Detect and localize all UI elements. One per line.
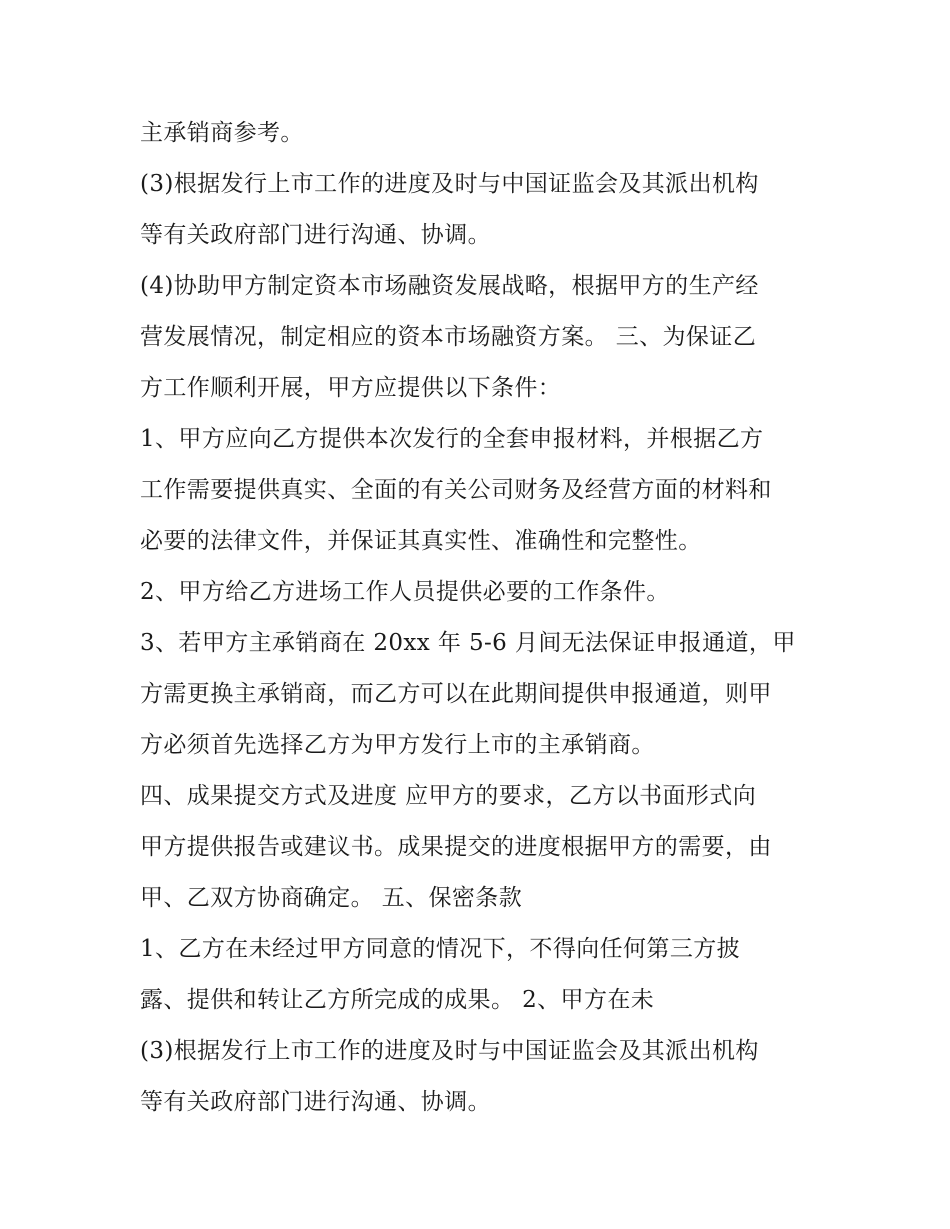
text-line: 必要的法律文件，并保证其真实性、准确性和完整性。 bbox=[140, 528, 702, 554]
text-line: 甲、乙双方协商确定。 五、保密条款 bbox=[140, 885, 523, 911]
document-body bbox=[140, 108, 830, 1128]
text-line: 露、提供和转让乙方所完成的成果。 2、甲方在未 bbox=[140, 987, 655, 1013]
text-line: 方必须首先选择乙方为甲方发行上市的主承销商。 bbox=[140, 732, 655, 758]
text-line: 等有关政府部门进行沟通、协调。 bbox=[140, 1089, 491, 1115]
text-line: 甲方提供报告或建议书。成果提交的进度根据甲方的需要，由 bbox=[140, 834, 772, 860]
text-line: 工作需要提供真实、全面的有关公司财务及经营方面的材料和 bbox=[140, 477, 772, 503]
text-line: 方需更换主承销商，而乙方可以在此期间提供申报通道，则甲 bbox=[140, 681, 772, 707]
text-line: (3)根据发行上市工作的进度及时与中国证监会及其派出机构 bbox=[140, 171, 759, 197]
text-line: 营发展情况，制定相应的资本市场融资方案。 三、为保证乙 bbox=[140, 324, 757, 350]
text-line: 1、乙方在未经过甲方同意的情况下，不得向任何第三方披 bbox=[140, 936, 741, 962]
text-line: 方工作顺利开展，甲方应提供以下条件： bbox=[140, 375, 562, 401]
text-line: 1、甲方应向乙方提供本次发行的全套申报材料，并根据乙方 bbox=[140, 426, 764, 452]
text-line: 四、成果提交方式及进度 应甲方的要求，乙方以书面形式向 bbox=[140, 783, 757, 809]
text-line: (4)协助甲方制定资本市场融资发展战略，根据甲方的生产经 bbox=[140, 273, 759, 299]
text-line: (3)根据发行上市工作的进度及时与中国证监会及其派出机构 bbox=[140, 1038, 759, 1064]
text-line: 主承销商参考。 bbox=[140, 120, 304, 146]
text-line: 3、若甲方主承销商在 20xx 年 5-6 月间无法保证申报通道，甲 bbox=[140, 630, 796, 656]
text-line: 等有关政府部门进行沟通、协调。 bbox=[140, 222, 491, 248]
text-line: 2、甲方给乙方进场工作人员提供必要的工作条件。 bbox=[140, 579, 670, 605]
